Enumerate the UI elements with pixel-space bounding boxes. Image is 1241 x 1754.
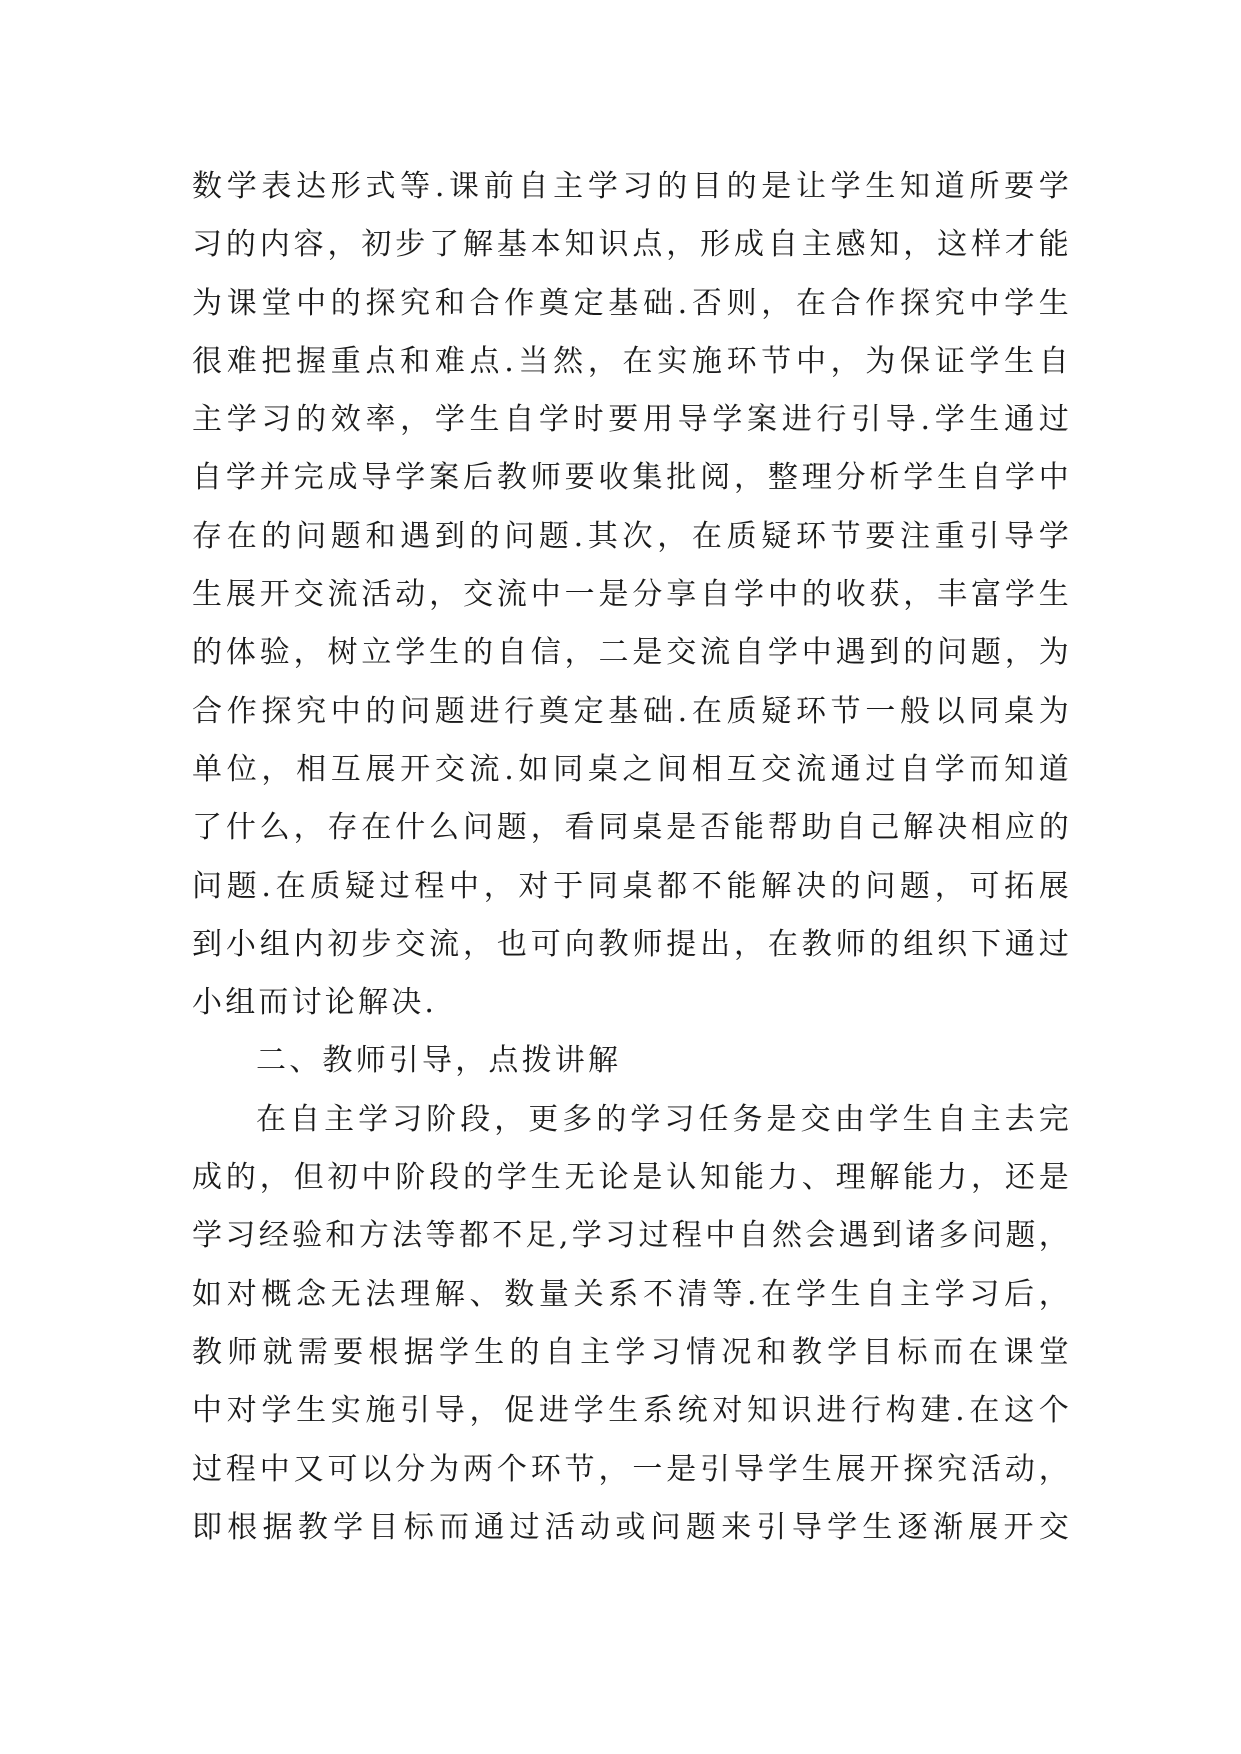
text-line: 中对学生实施引导，促进学生系统对知识进行构建.在这个 — [192, 1393, 1072, 1429]
text-line: 问题.在质疑过程中，对于同桌都不能解决的问题，可拓展 — [192, 868, 1072, 904]
text-line: 学习经验和方法等都不足,学习过程中自然会遇到诸多问题， — [192, 1218, 1072, 1254]
text-line: 到小组内初步交流，也可向教师提出，在教师的组织下通过 — [192, 926, 1072, 962]
text-line: 自学并完成导学案后教师要收集批阅，整理分析学生自学中 — [192, 460, 1072, 496]
text-line: 在自主学习阶段，更多的学习任务是交由学生自主去完 — [256, 1101, 1072, 1137]
text-line: 主学习的效率，学生自学时要用导学案进行引导.学生通过 — [192, 402, 1072, 438]
text-line: 了什么，存在什么问题，看同桌是否能帮助自己解决相应的 — [192, 810, 1072, 846]
text-line: 存在的问题和遇到的问题.其次，在质疑环节要注重引导学 — [192, 518, 1072, 554]
text-line: 如对概念无法理解、数量关系不清等.在学生自主学习后， — [192, 1276, 1072, 1312]
text-line: 生展开交流活动，交流中一是分享自学中的收获，丰富学生 — [192, 577, 1072, 613]
text-line: 合作探究中的问题进行奠定基础.在质疑环节一般以同桌为 — [192, 693, 1072, 729]
paragraph-1 — [192, 158, 1072, 1032]
text-line: 很难把握重点和难点.当然，在实施环节中，为保证学生自 — [192, 343, 1072, 379]
text-line: 即根据教学目标而通过活动或问题来引导学生逐渐展开交 — [192, 1509, 1072, 1545]
text-line: 小组而讨论解决. — [192, 985, 438, 1021]
body-text — [192, 158, 1072, 1557]
text-line: 习的内容，初步了解基本知识点，形成自主感知，这样才能 — [192, 227, 1072, 263]
text-line: 教师就需要根据学生的自主学习情况和教学目标而在课堂 — [192, 1334, 1072, 1370]
text-line: 数学表达形式等.课前自主学习的目的是让学生知道所要学 — [192, 169, 1072, 204]
text-line: 的体验，树立学生的自信，二是交流自学中遇到的问题，为 — [192, 635, 1072, 671]
paragraph-2 — [192, 1091, 1072, 1557]
text-line: 为课堂中的探究和合作奠定基础.否则，在合作探究中学生 — [192, 285, 1072, 321]
section-heading: 二、教师引导，点拨讲解 — [256, 1043, 622, 1079]
text-line: 成的，但初中阶段的学生无论是认知能力、理解能力，还是 — [192, 1160, 1072, 1196]
text-line: 过程中又可以分为两个环节，一是引导学生展开探究活动， — [192, 1451, 1072, 1487]
text-line: 单位，相互展开交流.如同桌之间相互交流通过自学而知道 — [192, 751, 1072, 787]
